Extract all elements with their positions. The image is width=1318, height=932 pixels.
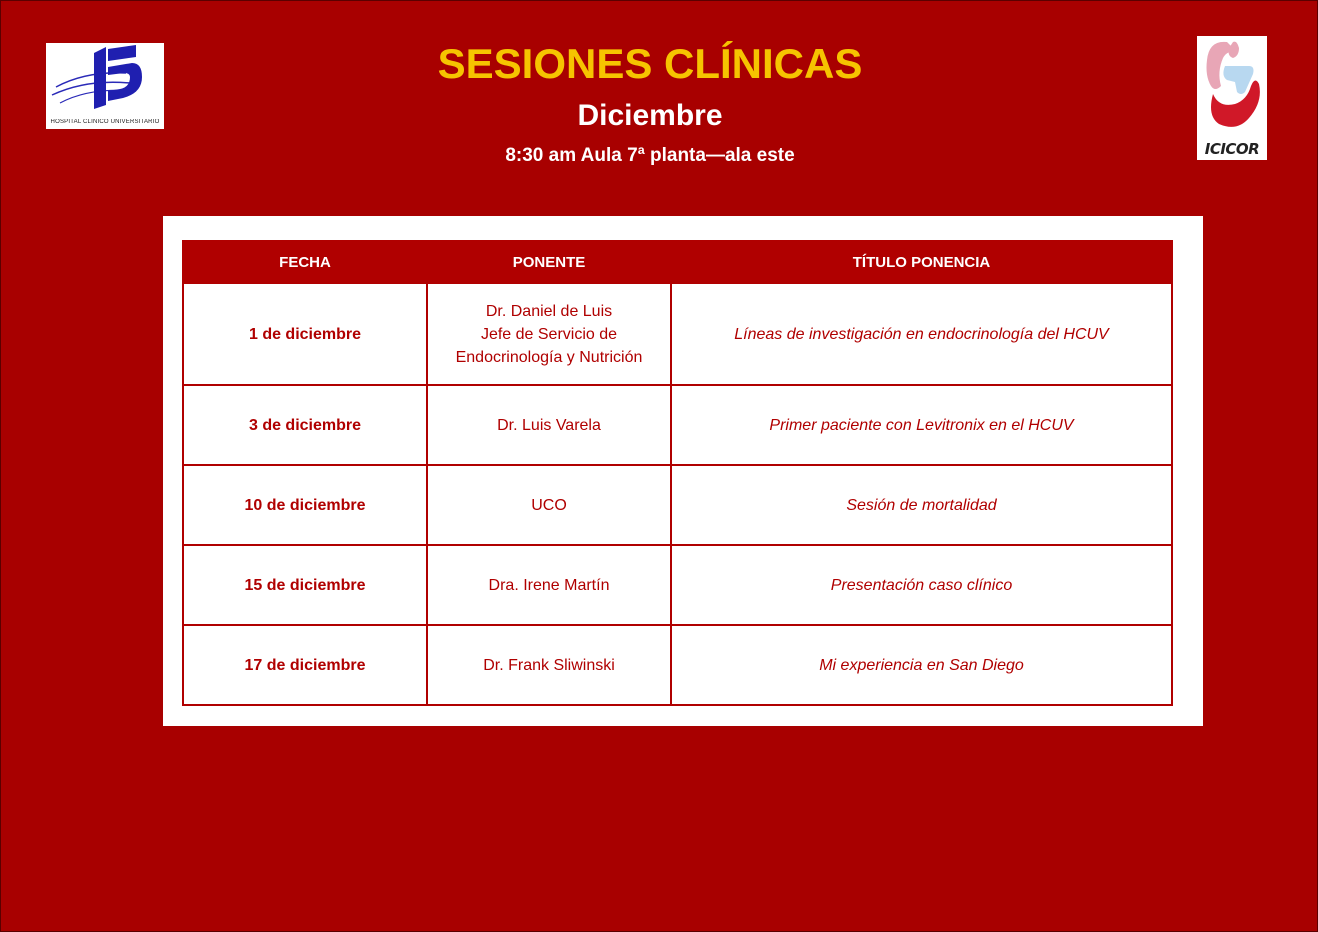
header-ponente: PONENTE [427,241,671,283]
session-date: 17 de diciembre [183,625,427,705]
session-title: Sesión de mortalidad [671,465,1172,545]
hospital-logo-caption: HOSPITAL CLINICO UNIVERSITARIO [50,119,160,125]
schedule-panel [163,216,1203,726]
session-date: 15 de diciembre [183,545,427,625]
header-titulo: TÍTULO PONENCIA [671,241,1172,283]
session-title: Primer paciente con Levitronix en el HCUV [671,385,1172,465]
month-subtitle: Diciembre [577,99,723,132]
table-row [183,283,1172,385]
header-fecha: FECHA [183,241,427,283]
session-title: Mi experiencia en San Diego [671,625,1172,705]
session-title: Presentación caso clínico [671,545,1172,625]
location-text: 8:30 am Aula 7ª planta—ala este [505,145,795,166]
table-row [183,385,1172,465]
session-speaker: Dr. Frank Sliwinski [427,625,671,705]
table-header-row [183,241,1172,283]
page-title: SESIONES CLÍNICAS [437,40,863,87]
session-date: 3 de diciembre [183,385,427,465]
speaker-line: Endocrinología y Nutrición [455,348,643,366]
sessions-table [182,240,1173,706]
table-row [183,465,1172,545]
session-date: 10 de diciembre [183,465,427,545]
speaker-line: Jefe de Servicio de [480,325,618,343]
session-speaker [427,283,671,385]
table-row [183,625,1172,705]
session-speaker: Dr. Luis Varela [427,385,671,465]
icicor-logo-caption: ICICOR [1204,140,1260,158]
session-speaker: Dra. Irene Martín [427,545,671,625]
table-row [183,545,1172,625]
session-speaker: UCO [427,465,671,545]
session-date: 1 de diciembre [183,283,427,385]
speaker-line: Dr. Daniel de Luis [485,302,613,320]
session-title: Líneas de investigación en endocrinología del HCUV [671,283,1172,385]
